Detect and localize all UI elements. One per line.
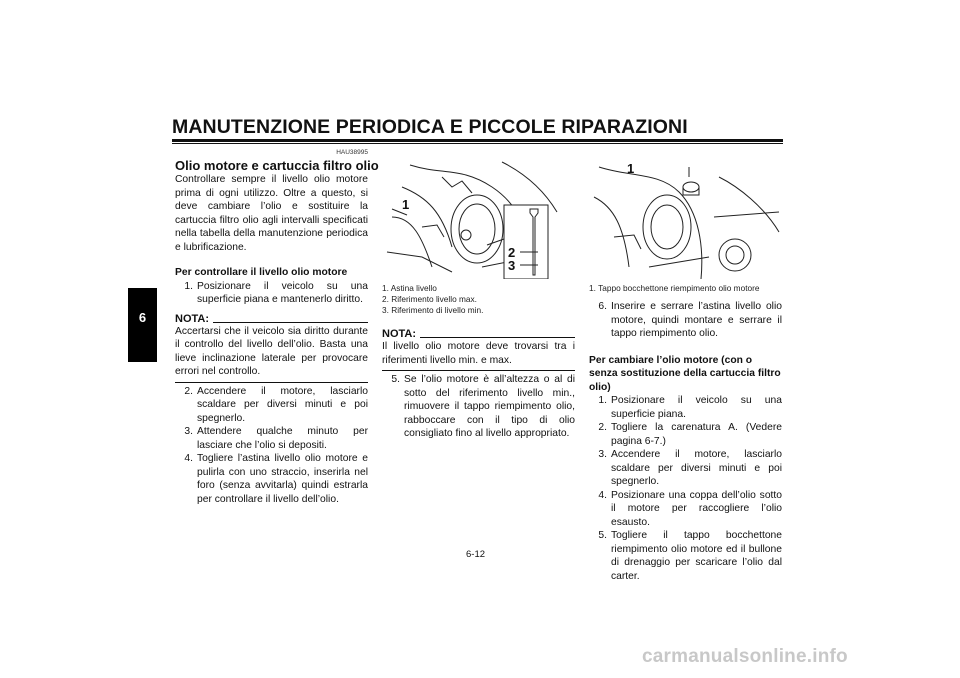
caption-1: 1. Astina livello [382, 283, 437, 293]
section-heading: Olio motore e cartuccia filtro olio [175, 158, 379, 173]
step-item [589, 529, 782, 583]
right-column [589, 283, 782, 583]
nota-end-rule [382, 370, 575, 371]
caption-1: 1. Tappo bocchettone riempimento olio motore [589, 283, 760, 293]
caption-2: 2. Riferimento livello max. [382, 294, 477, 304]
nota-header [382, 328, 575, 340]
left-column [175, 149, 379, 506]
callout-1: 1 [402, 197, 410, 212]
dipstick-figure [382, 157, 576, 279]
step-item [589, 489, 782, 530]
step-text: Accendere il motore, lasciarlo scaldare per diversi minuti e poi spegnerlo. [611, 449, 782, 487]
engine-illustration-dipstick [382, 157, 576, 279]
step-item [589, 421, 782, 448]
step-item [589, 394, 782, 421]
step-item [589, 448, 782, 489]
oil-filler-cap-figure [589, 157, 783, 279]
nota-rule [420, 337, 575, 338]
step-number: 6. [598, 301, 607, 312]
step-text: Inserire e serrare l’astina livello olio motore, quindi montare e serrare il tappo riempimento olio. [611, 301, 782, 339]
page-title: MANUTENZIONE PERIODICA E PICCOLE RIPARAZIONI [172, 116, 688, 138]
page-number: 6-12 [466, 549, 486, 560]
callout-1: 1 [627, 161, 635, 176]
section-code: HAU38995 [336, 149, 368, 156]
step-text: Accendere il motore, lasciarlo scaldare per diversi minuti e poi spegnerlo. [197, 385, 368, 424]
watermark: carmanualsonline.info [642, 646, 848, 667]
step-item [589, 300, 782, 341]
step-item [382, 373, 575, 441]
step-number: 2. [184, 385, 193, 397]
step-text: Togliere il tappo bocchettone riempimento olio motore ed il bullone di drenaggio per scaricare l’olio dal carter. [611, 530, 782, 582]
step-item [175, 280, 368, 307]
step-number: 4. [598, 489, 607, 501]
step-number: 1. [184, 280, 193, 292]
title-rule [172, 139, 783, 142]
nota-end-rule [175, 382, 368, 383]
middle-column [382, 283, 575, 441]
step-text: Se l’olio motore è all’altezza o al di sotto del riferimento livello min., rimuovere il tappo riempimento olio, rabboccare con il tipo di olio consigliato fino al livello appropriato. [404, 374, 575, 439]
step-number: 1. [598, 395, 607, 406]
chapter-number: 6 [138, 310, 147, 325]
nota-label: NOTA: [175, 312, 210, 325]
step-text: Posizionare una coppa dell’olio sotto il motore per raccogliere l’olio esausto. [611, 489, 782, 528]
callout-3: 3 [508, 258, 516, 273]
step-text: Togliere la carenatura A. (Vedere pagina 6-7.) [611, 422, 782, 447]
step-number: 5. [391, 374, 400, 385]
step-number: 2. [598, 422, 607, 433]
step-item [175, 452, 368, 506]
subheading-change-oil: Per cambiare l’olio motore (con o senza sostituzione della cartuccia filtro olio) [589, 354, 781, 393]
nota-rule [213, 322, 368, 323]
nota-text: Il livello olio motore deve trovarsi tra i riferimenti livello min. e max. [382, 341, 575, 366]
callout-2: 2 [508, 245, 516, 260]
step-number: 3. [184, 426, 193, 437]
step-number: 4. [184, 453, 193, 464]
step-number: 3. [598, 449, 607, 460]
step-text: Posizionare il veicolo su una superficie piana e mantenerlo diritto. [197, 280, 368, 305]
caption-3: 3. Riferimento di livello min. [382, 305, 484, 315]
nota-label: NOTA: [382, 328, 417, 340]
title-rule-thin [172, 143, 783, 144]
step-item [175, 425, 368, 452]
engine-illustration-filler-cap [589, 157, 783, 279]
step-text: Togliere l’astina livello olio motore e pulirla con uno straccio, inserirla nel foro (senza avvitarla) quindi estrarla per controllare il livello dell’olio. [197, 453, 368, 505]
subheading-check-level: Per controllare il livello olio motore [175, 267, 348, 278]
chapter-tab [128, 288, 157, 362]
step-text: Attendere qualche minuto per lasciare che l’olio si depositi. [197, 426, 368, 451]
step-number: 5. [598, 530, 607, 541]
nota-text: Accertarsi che il veicolo sia diritto durante il controllo del livello dell’olio. Basta una lieve inclinazione laterale per provocare errori nel controllo. [175, 325, 368, 377]
step-text: Posizionare il veicolo su una superficie piana. [611, 395, 782, 420]
intro-paragraph: Controllare sempre il livello olio motore prima di ogni utilizzo. Oltre a questo, si deve cambiare l’olio e sostituire la cartuccia filtro olio agli intervalli specificati nella tabella della manutenzione periodica e lubrificazione. [175, 174, 368, 253]
step-item [175, 385, 368, 426]
nota-header [175, 313, 368, 325]
